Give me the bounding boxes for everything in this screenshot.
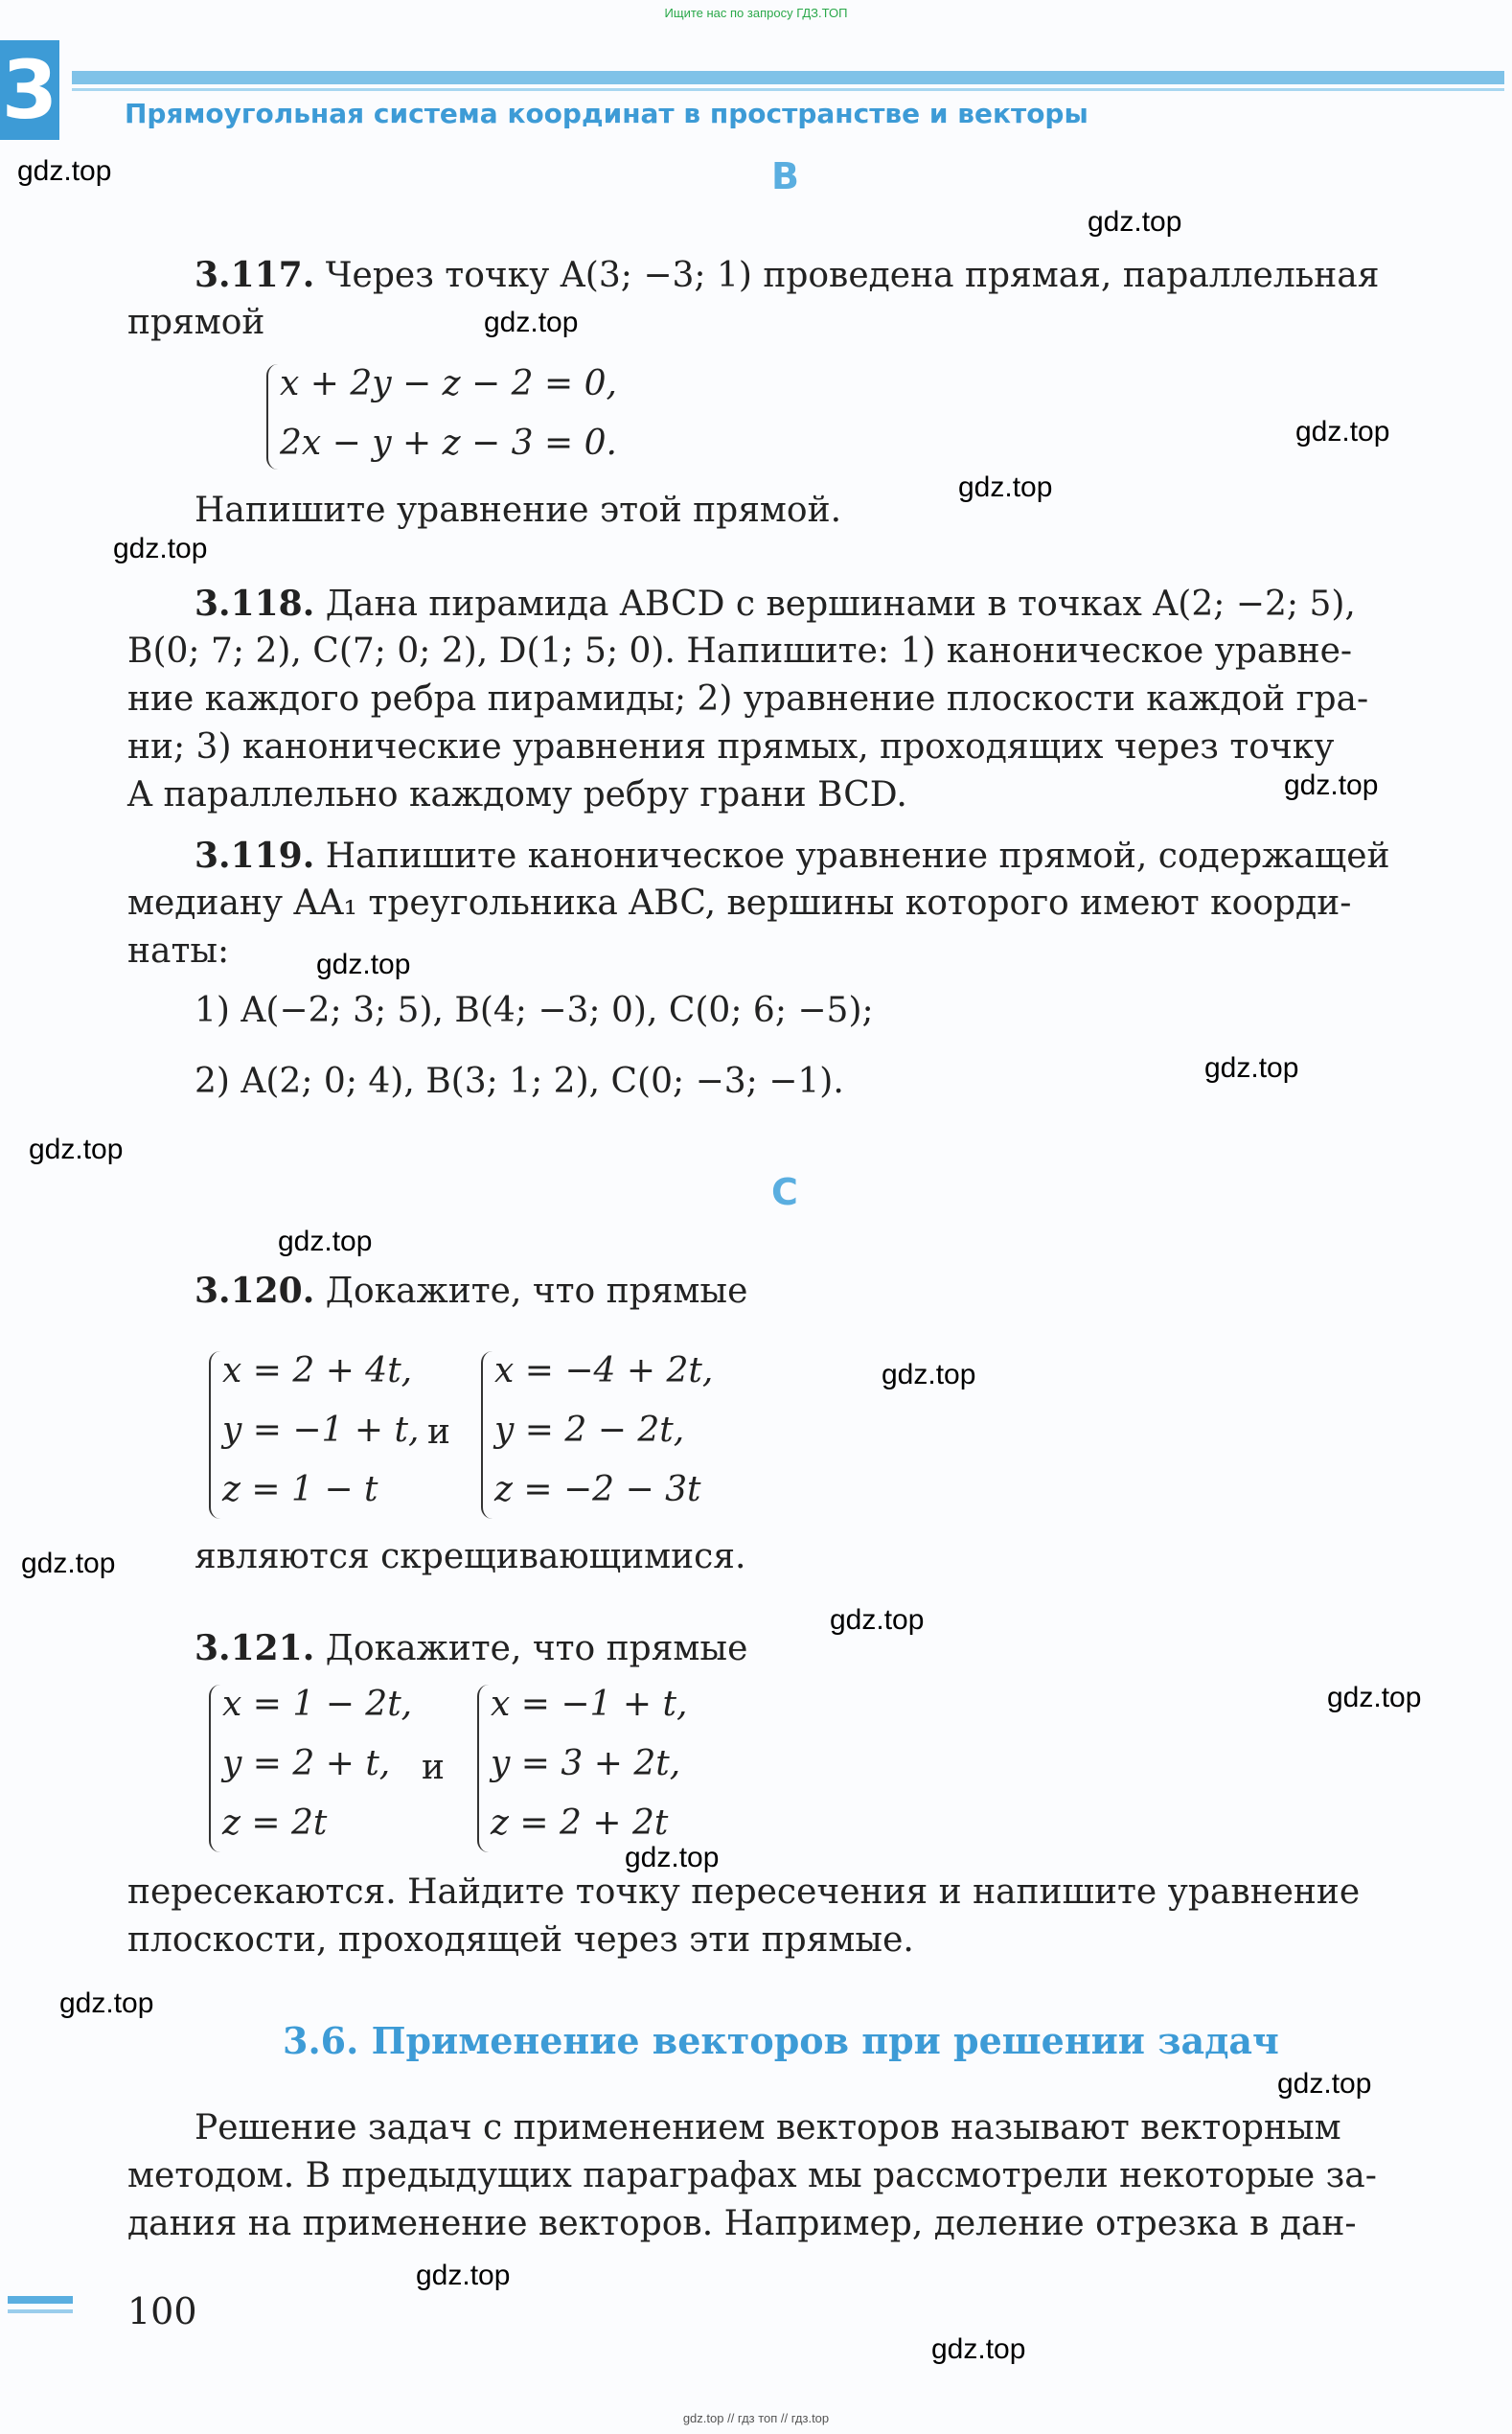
- problem-3-119-line2: медиану AA₁ треугольника ABC, вершины которого имеют коорди-: [127, 884, 1352, 923]
- conjunction: и: [427, 1412, 450, 1452]
- equation: y = −1 + t,: [222, 1411, 420, 1450]
- equation: x = −1 + t,: [491, 1685, 688, 1724]
- watermark: gdz.top: [484, 307, 579, 338]
- equation: z = 1 − t: [222, 1470, 378, 1509]
- problem-3-118-line1: [195, 580, 1356, 629]
- watermark: gdz.top: [316, 949, 411, 980]
- problem-3-121-line2: пересекаются. Найдите точку пересечения и напишите уравнение: [127, 1872, 1361, 1912]
- equation: z = −2 − 3t: [494, 1470, 701, 1509]
- equation: y = 3 + 2t,: [491, 1744, 681, 1783]
- problem-3-118-line3: ние каждого ребра пирамиды; 2) уравнение плоскости каждой гра-: [127, 679, 1369, 719]
- problem-3-118-line5: A параллельно каждому ребру грани BCD.: [127, 775, 907, 815]
- equation: x = −4 + 2t,: [494, 1351, 714, 1390]
- watermark: gdz.top: [21, 1548, 116, 1579]
- problem-text: Дана пирамида ABCD с вершинами в точках A(2; −2; 5),: [325, 585, 1356, 624]
- watermark: gdz.top: [882, 1359, 976, 1390]
- problem-text: Докажите, что прямые: [325, 1629, 748, 1668]
- watermark: gdz.top: [625, 1842, 720, 1873]
- problem-3-117-line2: прямой: [127, 303, 265, 342]
- problem-text: Напишите каноническое уравнение прямой, содержащей: [325, 837, 1390, 876]
- problem-number: 3.121.: [195, 1628, 315, 1668]
- problem-3-119-line1: [195, 832, 1390, 881]
- equation: 2x − y + z − 3 = 0.: [280, 424, 617, 463]
- problem-3-118-line2: B(0; 7; 2), C(7; 0; 2), D(1; 5; 0). Напишите: 1) каноническое уравне-: [127, 631, 1353, 671]
- problem-text: Докажите, что прямые: [325, 1272, 748, 1311]
- watermark: gdz.top: [958, 471, 1053, 503]
- watermark: gdz.top: [931, 2333, 1026, 2365]
- top-note: Ищите нас по запросу ГДЗ.ТОП: [664, 6, 848, 20]
- equation: x = 1 − 2t,: [222, 1685, 413, 1724]
- bottom-note: gdz.top // гдз топ // гдз.top: [682, 2411, 830, 2425]
- conjunction: и: [422, 1748, 445, 1787]
- problem-number: 3.118.: [195, 584, 315, 624]
- chapter-number: 3: [0, 40, 59, 140]
- problem-3-119-variant2: 2) A(2; 0; 4), B(3; 1; 2), C(0; −3; −1).: [195, 1062, 844, 1101]
- section-letter-c: C: [771, 1171, 798, 1213]
- problem-3-117-line3: Напишите уравнение этой прямой.: [195, 491, 842, 530]
- watermark: gdz.top: [1327, 1682, 1422, 1713]
- watermark: gdz.top: [17, 155, 112, 187]
- problem-3-121-line3: плоскости, проходящей через эти прямые.: [127, 1920, 914, 1960]
- equation: z = 2 + 2t: [491, 1803, 669, 1843]
- header-line: [72, 88, 1504, 91]
- problem-3-119-line3: наты:: [127, 931, 230, 971]
- page-number: 100: [127, 2290, 197, 2332]
- section-heading: 3.6. Применение векторов при решении задач: [283, 2019, 1279, 2062]
- problem-3-119-variant1: 1) A(−2; 3; 5), B(4; −3; 0), C(0; 6; −5);: [195, 991, 874, 1030]
- watermark: gdz.top: [113, 533, 208, 564]
- section-text-line1: Решение задач с применением векторов называют векторным: [195, 2108, 1341, 2147]
- watermark: gdz.top: [1204, 1052, 1299, 1084]
- problem-3-120-line1: [195, 1267, 747, 1316]
- watermark: gdz.top: [416, 2260, 511, 2291]
- watermark: gdz.top: [1088, 206, 1182, 238]
- watermark: gdz.top: [59, 1987, 154, 2019]
- watermark: gdz.top: [278, 1226, 373, 1257]
- section-letter-b: B: [771, 155, 799, 197]
- problem-number: 3.120.: [195, 1271, 315, 1311]
- equation: y = 2 − 2t,: [494, 1411, 685, 1450]
- chapter-title: Прямоугольная система координат в пространстве и векторы: [125, 98, 1088, 129]
- problem-text: Через точку A(3; −3; 1) проведена прямая, параллельная: [325, 256, 1380, 295]
- problem-3-120-tail: являются скрещивающимися.: [195, 1537, 746, 1576]
- watermark: gdz.top: [830, 1604, 925, 1636]
- section-text-line3: дания на применение векторов. Например, деление отрезка в дан-: [127, 2204, 1357, 2243]
- watermark: gdz.top: [29, 1134, 124, 1165]
- watermark: gdz.top: [1295, 416, 1390, 448]
- problem-number: 3.119.: [195, 836, 315, 876]
- equation: y = 2 + t,: [222, 1744, 391, 1783]
- equation: x + 2y − z − 2 = 0,: [280, 364, 617, 403]
- problem-3-121-line1: [195, 1624, 747, 1673]
- header-bar: [72, 71, 1504, 84]
- footer-bar-thin: [8, 2309, 73, 2313]
- problem-3-118-line4: ни; 3) канонические уравнения прямых, проходящих через точку: [127, 727, 1335, 767]
- footer-bar: [8, 2296, 73, 2304]
- equation: z = 2t: [222, 1803, 328, 1843]
- watermark: gdz.top: [1277, 2068, 1372, 2100]
- section-text-line2: методом. В предыдущих параграфах мы рассмотрели некоторые за-: [127, 2156, 1377, 2195]
- equation: x = 2 + 4t,: [222, 1351, 413, 1390]
- watermark: gdz.top: [1284, 769, 1379, 801]
- problem-number: 3.117.: [195, 255, 315, 295]
- problem-3-117-line1: [195, 251, 1379, 300]
